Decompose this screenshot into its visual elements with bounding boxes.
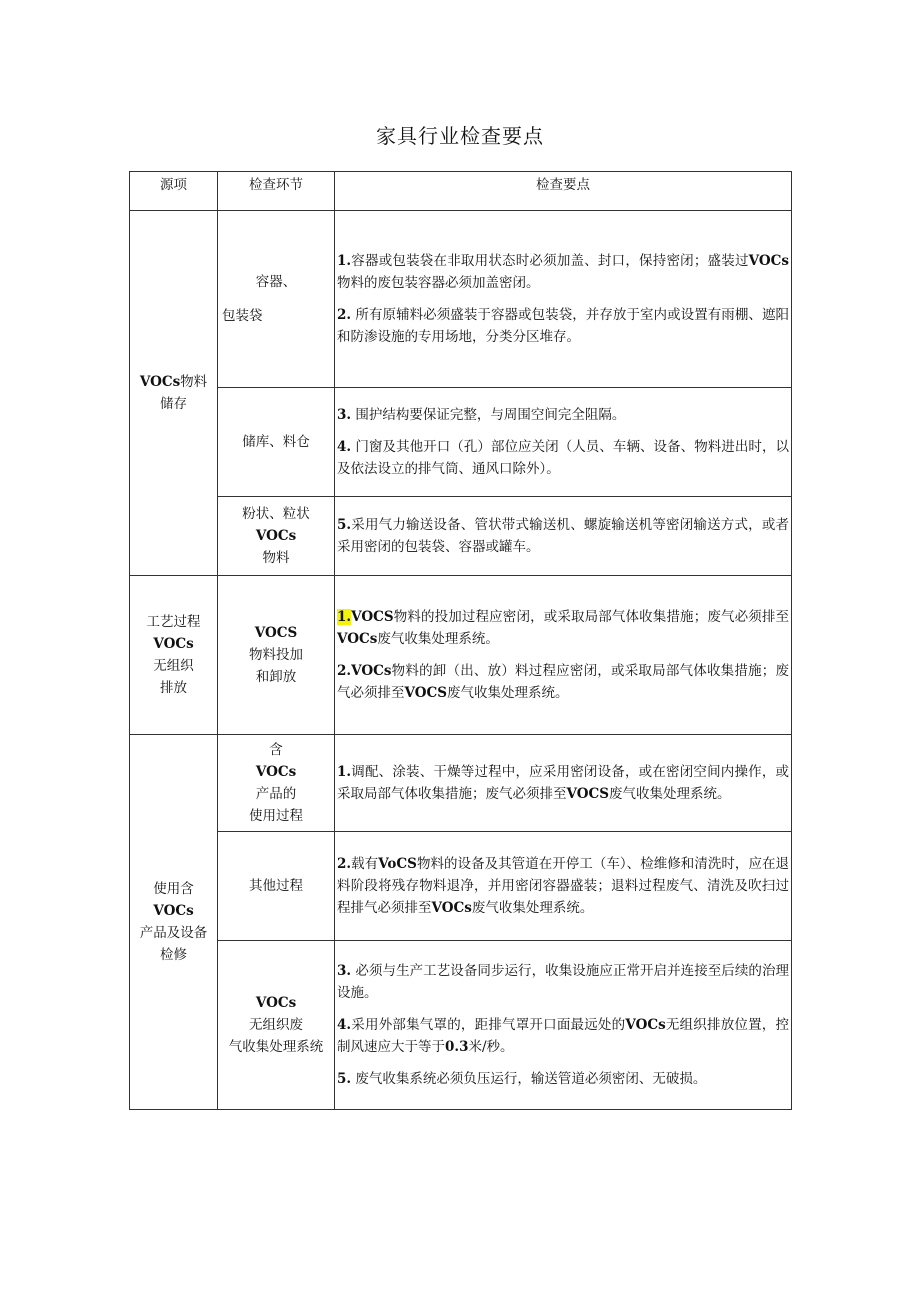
step-cell-collection-system: VOCs 无组织废 气收集处理系统 [218,941,335,1110]
point-1: 1.调配、涂装、干燥等过程中，应采用密闭设备，或在密闭空间内操作，或采取局部气体收集措施；废气必须排至VOCS废气收集处理系统。 [337,764,789,802]
page-title: 家具行业检查要点 [376,124,544,148]
point-5: 5. 废气收集系统必须负压运行，输送管道必须密闭、无破损。 [337,1071,707,1087]
point-1: 1.VOCS物料的投加过程应密闭，或采取局部气体收集措施；废气必须排至VOCs废气收集处理系统。 [337,609,789,647]
point-2: 2.VOCs物料的卸（出、放）料过程应密闭，或采取局部气体收集措施；废气必须排至VOCS废气收集处理系统。 [337,663,789,701]
point-4: 4. 门窗及其他开口（孔）部位应关闭（人员、车辆、设备、物料进出时，以及依法设立的排气筒、通风口除外）。 [337,439,789,477]
point-3: 3. 围护结构要保证完整，与周围空间完全阻隔。 [337,407,626,423]
header-points: 检查要点 [335,172,792,211]
table-row [130,735,792,832]
inspection-table [129,171,792,1110]
table-row [130,497,792,576]
table-row [130,211,792,388]
points-cell [335,388,792,497]
table-row [130,388,792,497]
step-cell-feeding: VOCS 物料投加 和卸放 [218,576,335,735]
source-cell-storage: VOCs物料储存 [130,211,218,576]
point-2: 2. 所有原辅料必须盛装于容器或包装袋，并存放于室内或设置有雨棚、遮阳和防渗设施的专用场地，分类分区堆存。 [337,307,789,345]
point-3: 3. 必须与生产工艺设备同步运行，收集设施应正常开启并连接至后续的治理设施。 [337,963,789,1001]
points-cell [335,211,792,388]
source-cell-usage: 使用含 VOCs 产品及设备 检修 [130,735,218,1110]
table-row [130,941,792,1110]
source-cell-process: 工艺过程 VOCs 无组织 排放 [130,576,218,735]
point-1: 1.容器或包装袋在非取用状态时必须加盖、封口，保持密闭；盛装过VOCs物料的废包装容器必须加盖密闭。 [337,253,789,291]
table-header-row [130,172,792,211]
points-cell [335,576,792,735]
point-5: 5.采用气力输送设备、管状带式输送机、螺旋输送机等密闭输送方式，或者采用密闭的包装袋、容器或罐车。 [337,517,789,555]
point-4: 4.采用外部集气罩的，距排气罩开口面最远处的VOCs无组织排放位置，控制风速应大于等于0.3米/秒。 [337,1017,790,1055]
table-row [130,832,792,941]
points-cell [335,941,792,1110]
step-cell-warehouse: 储库、料仓 [218,388,335,497]
step-cell-product-use: 含 VOCs 产品的 使用过程 [218,735,335,832]
point-2: 2.载有VoCS物料的设备及其管道在开停工（车）、检维修和清洗时，应在退料阶段将残存物料退净，并用密闭容器盛装；退料过程废气、清洗及吹扫过程排气必须排至VOCs废气收集处理系统。 [337,856,790,916]
header-step: 检查环节 [218,172,335,211]
points-cell [335,735,792,832]
step-cell-powder: 粉状、粒状 VOCs 物料 [218,497,335,576]
header-source: 源项 [130,172,218,211]
points-cell [335,497,792,576]
step-cell-container: 容器、 包装袋 [218,211,335,388]
points-cell [335,832,792,941]
table-row [130,576,792,735]
step-cell-other: 其他过程 [218,832,335,941]
